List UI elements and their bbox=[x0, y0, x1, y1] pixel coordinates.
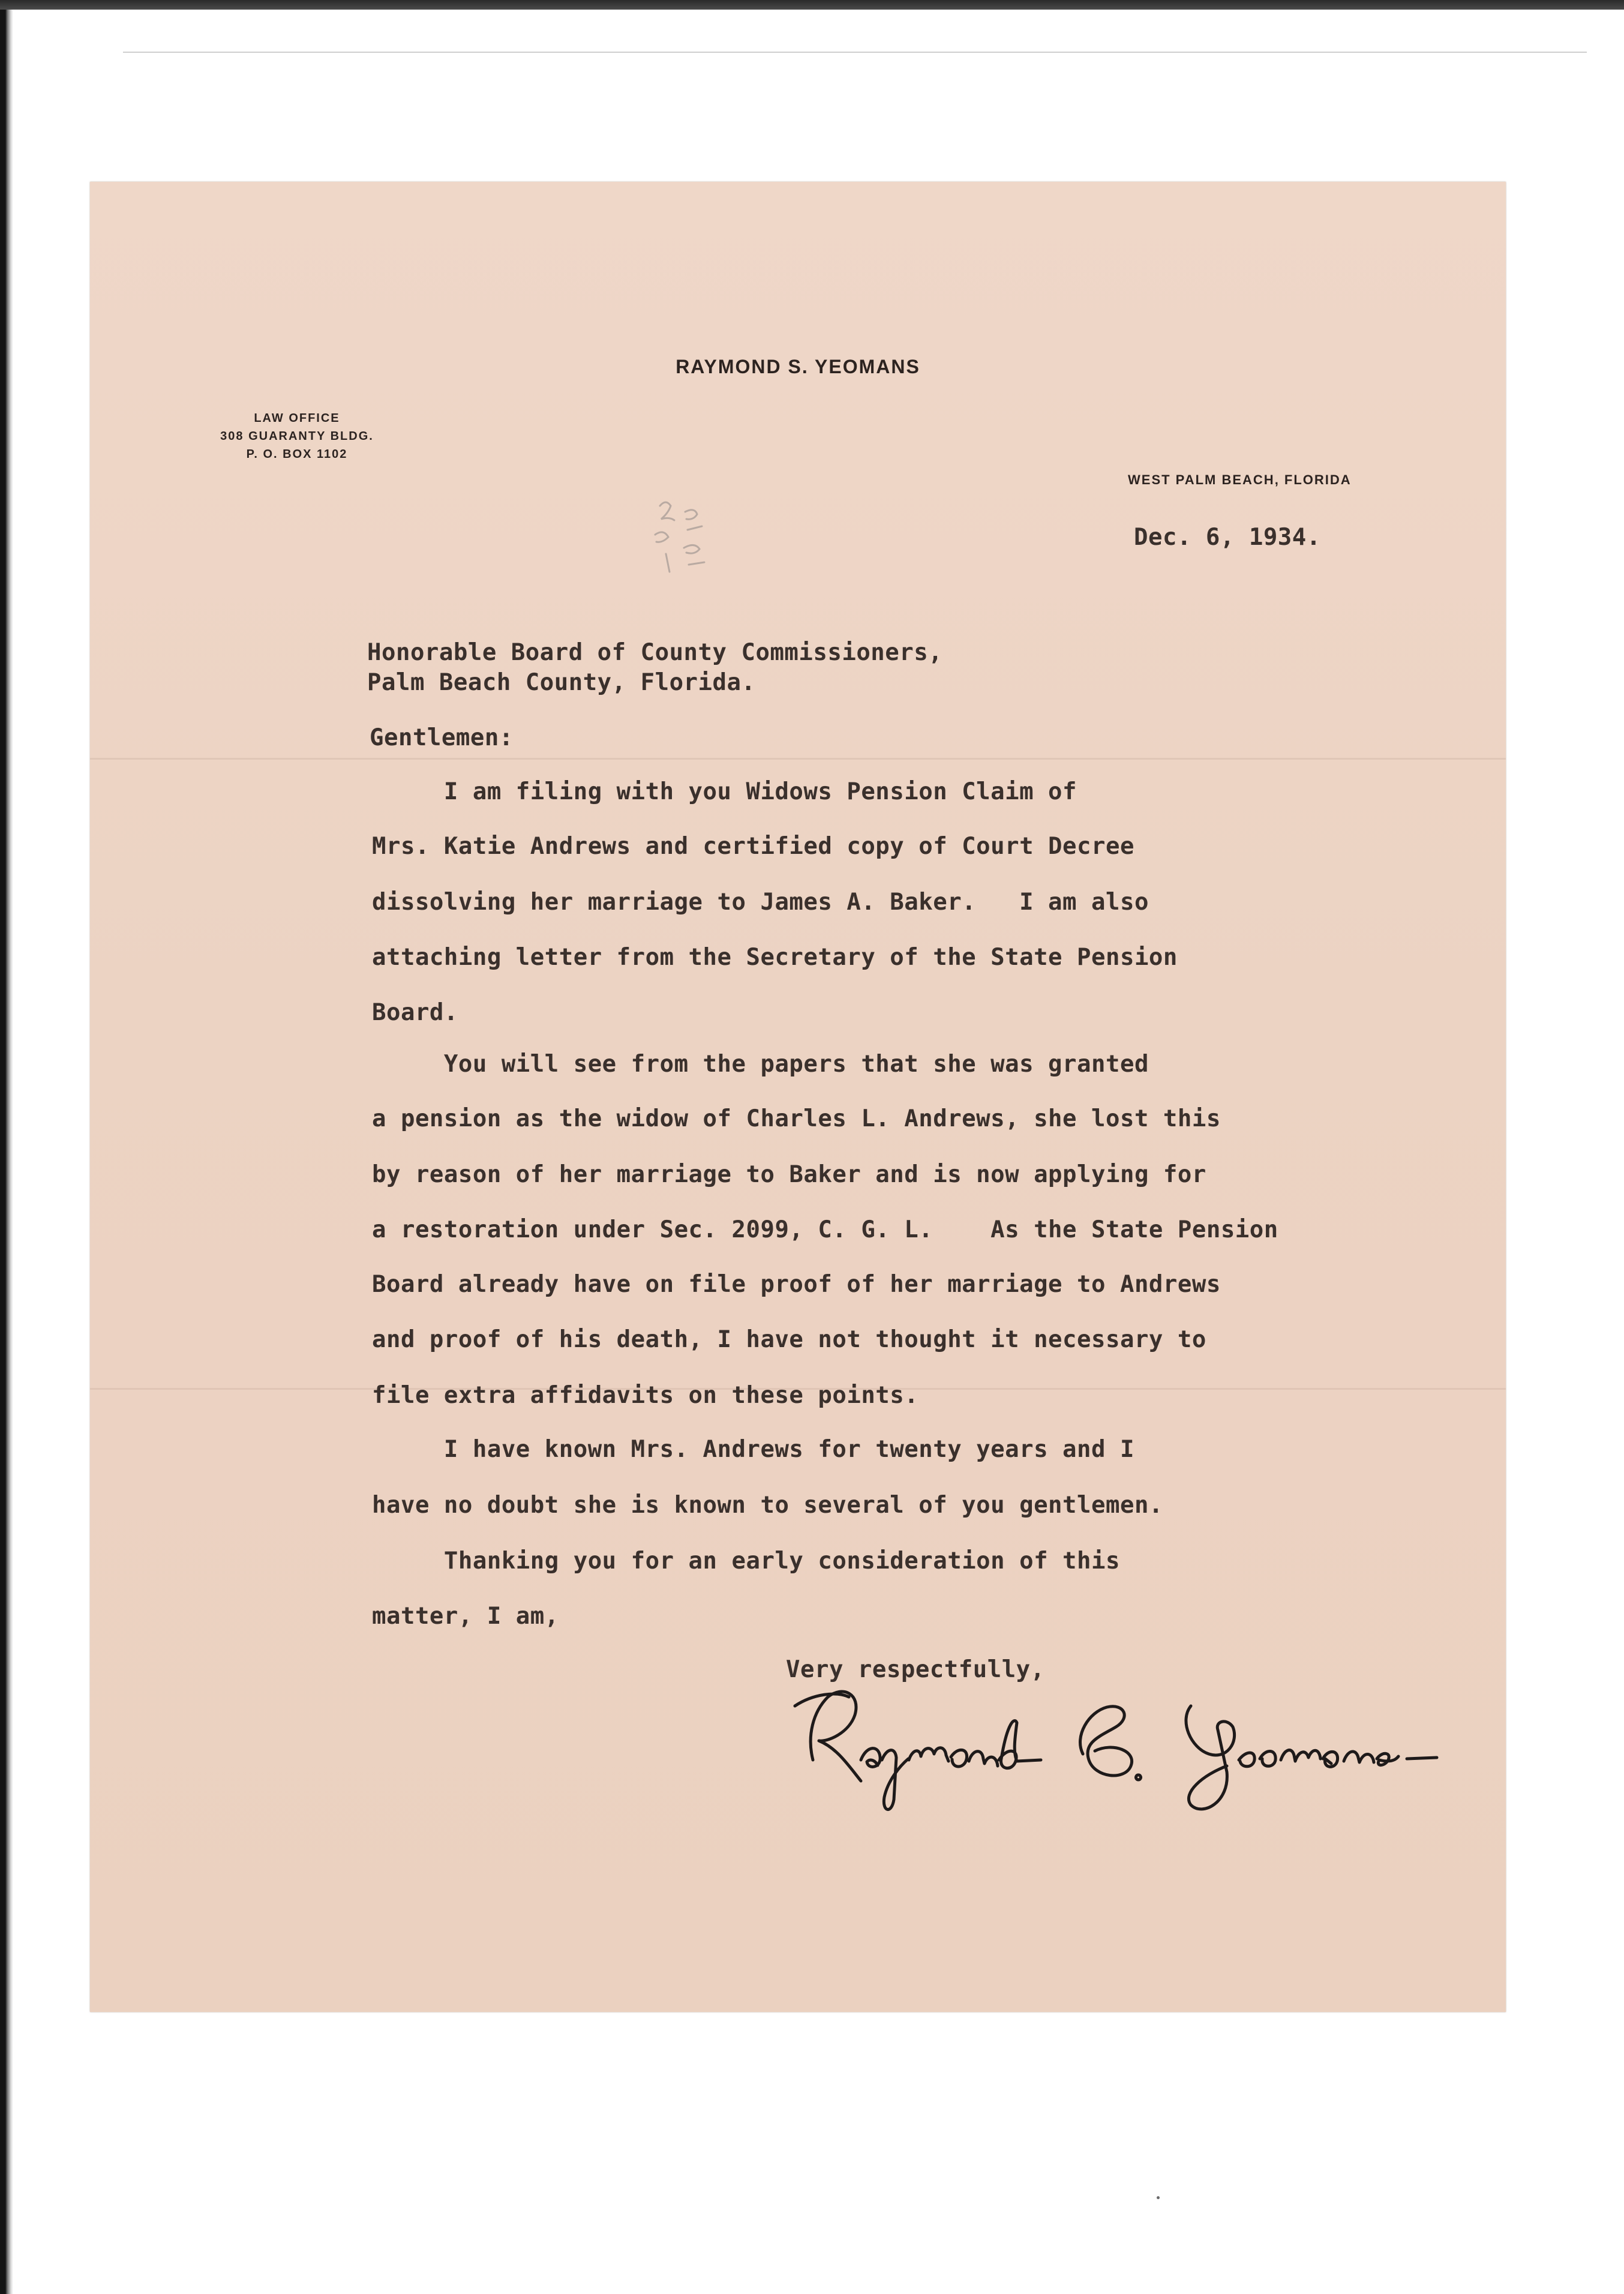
body-line: a pension as the widow of Charles L. Andrews, she lost this bbox=[372, 1105, 1221, 1132]
letterhead-office-line: 308 GUARANTY BLDG. bbox=[220, 430, 374, 443]
body-line: a restoration under Sec. 2099, C. G. L. As the State Pension bbox=[372, 1216, 1278, 1243]
body-line: file extra affidavits on these points. bbox=[372, 1382, 919, 1409]
addressee-line: Honorable Board of County Commissioners, bbox=[367, 639, 943, 666]
scanner-left-edge bbox=[0, 10, 13, 2294]
pencil-notation-mark bbox=[642, 488, 732, 596]
body-line: matter, I am, bbox=[372, 1603, 559, 1630]
body-line: attaching letter from the Secretary of the State Pension bbox=[372, 944, 1178, 971]
body-line: dissolving her marriage to James A. Baker. I am also bbox=[372, 889, 1149, 916]
body-line: and proof of his death, I have not thought it necessary to bbox=[372, 1326, 1206, 1353]
body-line: Thanking you for an early consideration of this bbox=[372, 1548, 1120, 1575]
complimentary-closing: Very respectfully, bbox=[786, 1656, 1045, 1683]
body-line: Board. bbox=[372, 999, 458, 1026]
body-line: You will see from the papers that she was granted bbox=[372, 1051, 1149, 1078]
scanner-guide-line bbox=[123, 52, 1587, 53]
salutation: Gentlemen: bbox=[370, 724, 514, 751]
body-line: I am filing with you Widows Pension Claim of bbox=[372, 778, 1077, 805]
dust-speck bbox=[1157, 2196, 1160, 2199]
letterhead-office-line: P. O. BOX 1102 bbox=[246, 448, 348, 461]
addressee-line: Palm Beach County, Florida. bbox=[367, 669, 756, 696]
body-line: I have known Mrs. Andrews for twenty years and I bbox=[372, 1436, 1134, 1463]
body-line: by reason of her marriage to Baker and is now applying for bbox=[372, 1161, 1206, 1188]
body-line: have no doubt she is known to several of you gentlemen. bbox=[372, 1492, 1163, 1519]
letterhead-location: WEST PALM BEACH, FLORIDA bbox=[1128, 472, 1352, 487]
letterhead-office-address bbox=[189, 409, 405, 463]
handwritten-signature bbox=[771, 1670, 1449, 1838]
letterhead-name: RAYMOND S. YEOMANS bbox=[676, 356, 920, 377]
body-line: Board already have on file proof of her marriage to Andrews bbox=[372, 1271, 1221, 1298]
letterhead-office-line: LAW OFFICE bbox=[254, 412, 340, 425]
letter-page bbox=[90, 182, 1506, 2012]
paper-fold bbox=[90, 758, 1506, 760]
body-line: Mrs. Katie Andrews and certified copy of Court Decree bbox=[372, 833, 1134, 860]
letter-date: Dec. 6, 1934. bbox=[1134, 524, 1321, 551]
scanner-top-edge bbox=[0, 0, 1624, 10]
